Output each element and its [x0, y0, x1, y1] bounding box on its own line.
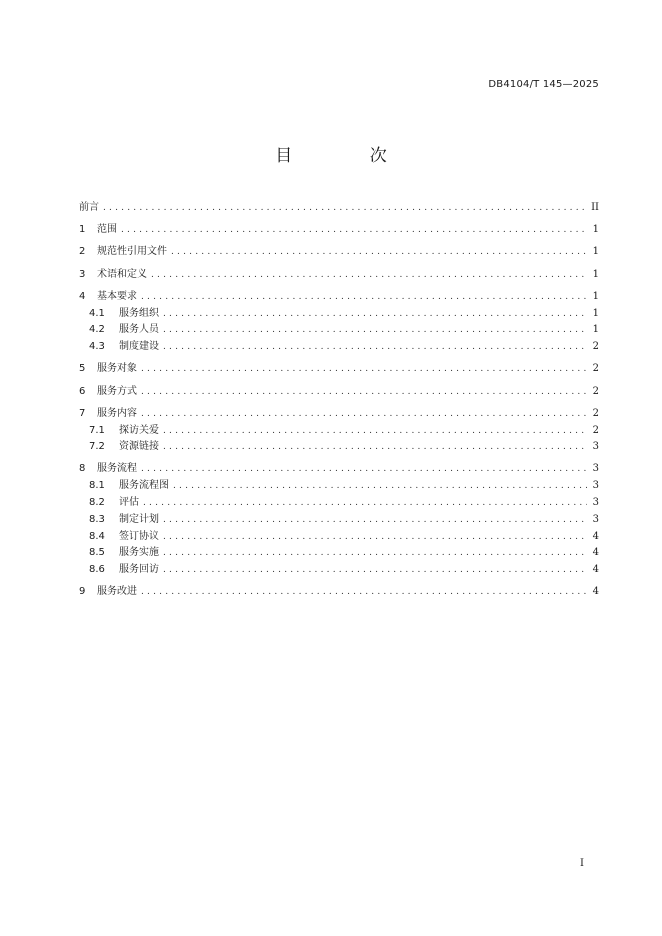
toc-leader-dots — [163, 529, 587, 546]
toc-entry-label: 规范性引用文件 — [97, 246, 167, 258]
toc-entry[interactable] — [79, 495, 599, 512]
toc-entry-label: 服务组织 — [119, 307, 159, 319]
table-of-contents — [79, 200, 599, 601]
toc-leader-dots — [171, 244, 587, 261]
toc-entry-number: 8.6 — [89, 564, 105, 576]
toc-entry[interactable] — [79, 478, 599, 495]
toc-entry[interactable] — [79, 529, 599, 546]
toc-entry-page: 1 — [592, 324, 599, 336]
toc-entry-number: 4.2 — [89, 324, 105, 336]
toc-leader-dots — [163, 322, 587, 339]
toc-entry[interactable] — [79, 423, 599, 440]
toc-entry-number: 7 — [79, 407, 86, 419]
toc-leader-dots — [141, 461, 587, 478]
toc-leader-dots — [143, 495, 587, 512]
toc-entry-number: 8.5 — [89, 547, 105, 559]
toc-entry-number: 2 — [79, 246, 86, 258]
toc-entry-label: 术语和定义 — [97, 268, 147, 280]
document-code: DB4104/T 145—2025 — [488, 79, 599, 90]
toc-entry-page: 2 — [592, 407, 599, 419]
toc-entry-label: 资源链接 — [119, 441, 159, 453]
toc-entry-number: 8.2 — [89, 497, 105, 509]
toc-entry[interactable] — [79, 461, 599, 478]
toc-leader-dots — [141, 584, 587, 601]
toc-entry-page: 1 — [592, 246, 599, 258]
toc-entry-page: 2 — [592, 424, 599, 436]
toc-entry[interactable] — [79, 439, 599, 456]
toc-entry-number: 7.1 — [89, 424, 105, 436]
toc-entry-page: II — [591, 202, 599, 213]
toc-entry[interactable] — [79, 306, 599, 323]
toc-entry-page: 3 — [592, 480, 599, 492]
toc-entry[interactable] — [79, 584, 599, 601]
toc-entry-number: 8.1 — [89, 480, 105, 492]
toc-leader-dots — [163, 562, 587, 579]
toc-entry-page: 3 — [592, 497, 599, 509]
toc-entry-page: 4 — [592, 547, 599, 559]
toc-entry-label: 基本要求 — [97, 290, 137, 302]
toc-entry-label: 签订协议 — [119, 530, 159, 542]
toc-entry[interactable] — [79, 339, 599, 356]
toc-entry-number: 4 — [79, 290, 86, 302]
toc-entry[interactable] — [79, 406, 599, 423]
toc-entry-label: 服务方式 — [97, 385, 137, 397]
toc-leader-dots — [141, 289, 587, 306]
toc-entry-page: 4 — [592, 564, 599, 576]
toc-leader-dots — [141, 406, 587, 423]
toc-entry[interactable] — [79, 289, 599, 306]
toc-entry[interactable] — [79, 545, 599, 562]
toc-entry-label: 服务改进 — [97, 586, 137, 598]
page-number: I — [580, 858, 584, 869]
toc-entry[interactable] — [79, 244, 599, 261]
toc-entry-number: 8 — [79, 463, 86, 475]
toc-entry[interactable] — [79, 322, 599, 339]
toc-leader-dots — [163, 545, 587, 562]
toc-entry-label: 服务实施 — [119, 547, 159, 559]
toc-leader-dots — [103, 200, 587, 217]
toc-entry-page: 1 — [592, 268, 599, 280]
toc-entry-number: 3 — [79, 268, 86, 280]
toc-entry-page: 3 — [592, 441, 599, 453]
toc-entry-label: 服务内容 — [97, 407, 137, 419]
toc-entry-label: 前言 — [79, 202, 99, 213]
toc-entry-number: 4.3 — [89, 341, 105, 353]
toc-entry-label: 服务流程 — [97, 463, 137, 475]
toc-entry-number: 6 — [79, 385, 86, 397]
toc-leader-dots — [163, 339, 587, 356]
toc-leader-dots — [141, 361, 587, 378]
toc-leader-dots — [141, 384, 587, 401]
toc-entry-label: 制定计划 — [119, 513, 159, 525]
toc-entry-page: 4 — [592, 530, 599, 542]
toc-entry-page: 1 — [592, 307, 599, 319]
toc-entry-label: 评估 — [119, 497, 139, 509]
toc-entry-label: 服务流程图 — [119, 480, 169, 492]
toc-entry-number: 5 — [79, 363, 86, 375]
toc-entry-page: 3 — [592, 463, 599, 475]
toc-entry-number: 9 — [79, 586, 86, 598]
toc-entry[interactable] — [79, 222, 599, 239]
toc-leader-dots — [173, 478, 587, 495]
toc-leader-dots — [121, 222, 587, 239]
toc-entry-page: 1 — [592, 290, 599, 302]
toc-entry-label: 探访关爱 — [119, 424, 159, 436]
toc-entry-label: 制度建设 — [119, 341, 159, 353]
toc-entry[interactable] — [79, 512, 599, 529]
toc-entry-label: 范围 — [97, 224, 117, 236]
toc-entry-number: 1 — [79, 224, 86, 236]
toc-entry-label: 服务对象 — [97, 363, 137, 375]
toc-entry-page: 2 — [592, 385, 599, 397]
toc-entry-page: 4 — [592, 586, 599, 598]
toc-entry-page: 2 — [592, 363, 599, 375]
page-title: 目 次 — [275, 146, 423, 166]
toc-entry-number: 4.1 — [89, 307, 105, 319]
toc-leader-dots — [163, 512, 587, 529]
toc-entry-page: 2 — [592, 341, 599, 353]
toc-entry-page: 1 — [592, 224, 599, 236]
toc-entry[interactable] — [79, 200, 599, 217]
toc-entry-label: 服务人员 — [119, 324, 159, 336]
toc-leader-dots — [163, 439, 587, 456]
toc-leader-dots — [163, 423, 587, 440]
toc-entry-number: 7.2 — [89, 441, 105, 453]
toc-entry[interactable] — [79, 267, 599, 284]
toc-entry-page: 3 — [592, 513, 599, 525]
toc-leader-dots — [151, 267, 587, 284]
toc-entry[interactable] — [79, 562, 599, 579]
toc-entry-number: 8.4 — [89, 530, 105, 542]
toc-entry[interactable] — [79, 384, 599, 401]
toc-entry-label: 服务回访 — [119, 564, 159, 576]
toc-entry-number: 8.3 — [89, 513, 105, 525]
toc-leader-dots — [163, 306, 587, 323]
toc-entry[interactable] — [79, 361, 599, 378]
